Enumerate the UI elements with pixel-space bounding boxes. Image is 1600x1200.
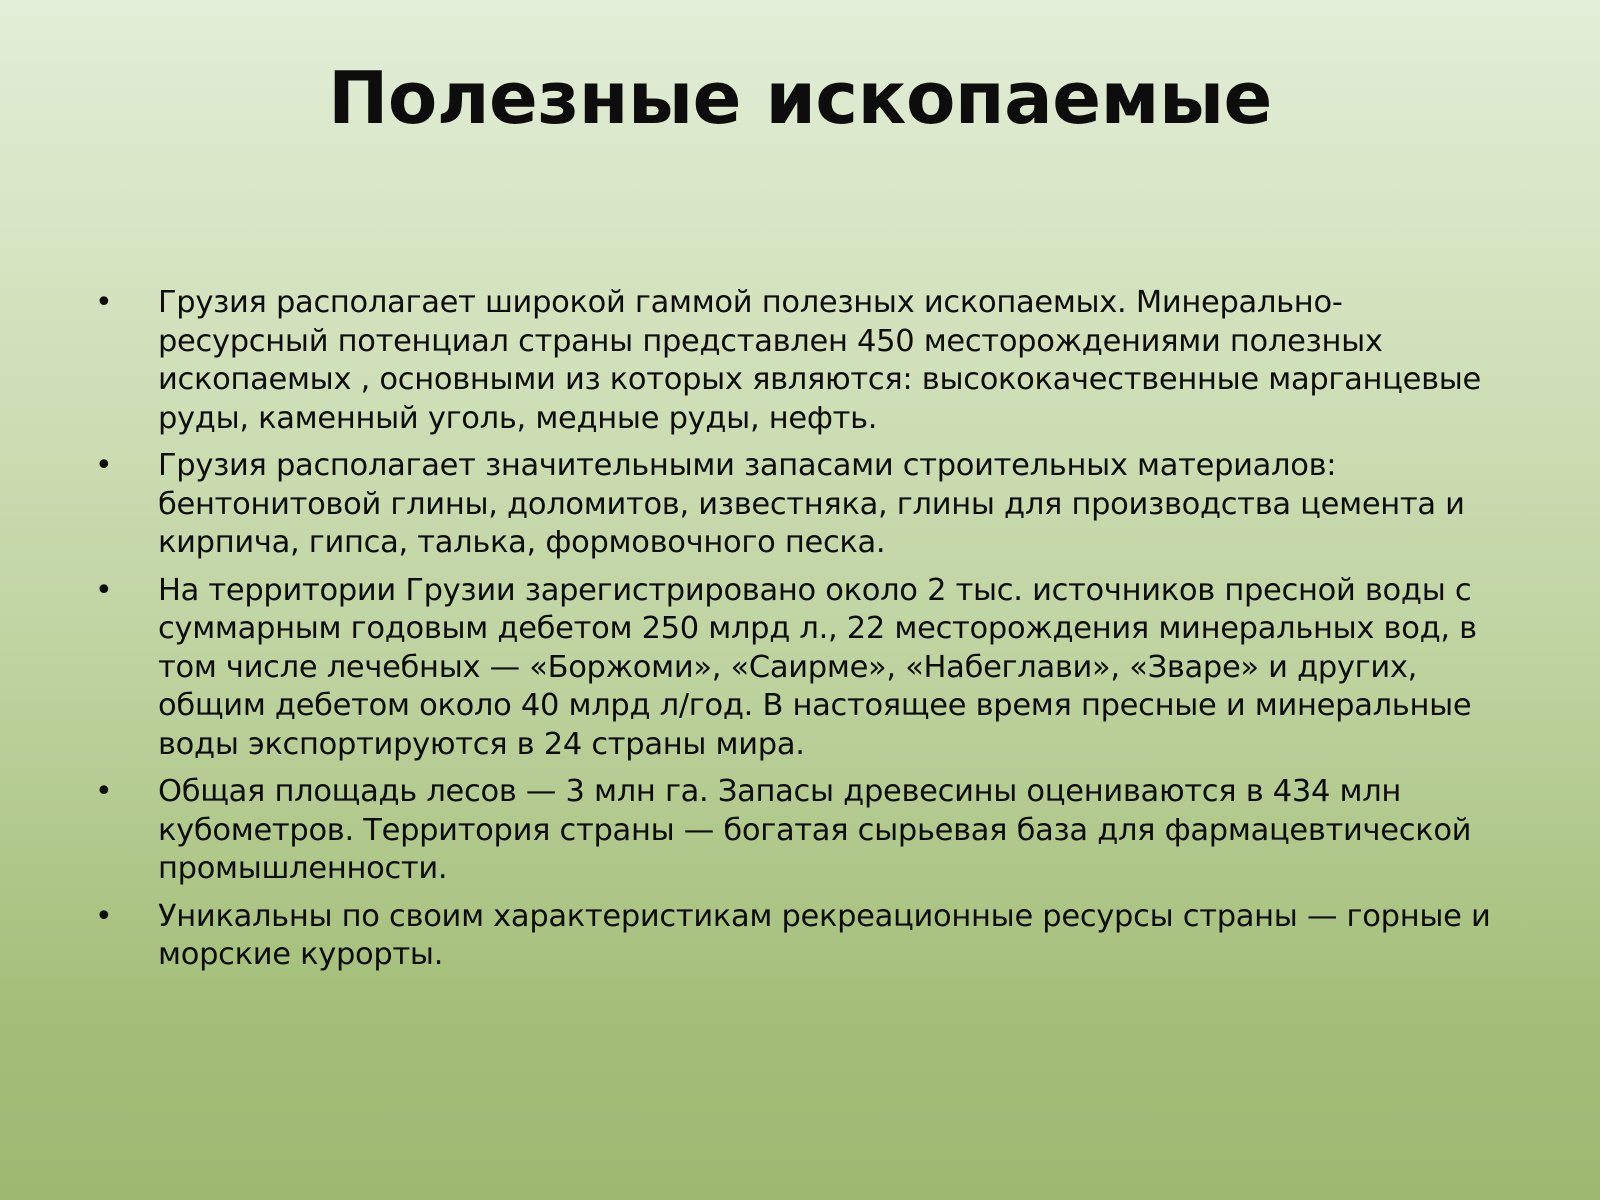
- bullet-icon: •: [95, 572, 113, 608]
- bullet-text: Уникальны по своим характеристикам рекреационные ресурсы страны — горные и морские курорты.: [158, 898, 1491, 972]
- bullet-icon: •: [95, 285, 113, 320]
- bullet-text: На территории Грузии зарегистрировано около 2 тыс. источников пресной воды с суммарным годовым дебетом 250 млрд л., 22 месторождения минеральных вод, в том числе лечебных — «Боржоми», «Саирме», «Набеглави», «Зваре» и других, общим дебетом около 40 млрд л/год. В настоящее время пресные и минеральные воды экспортируются в 24 страны мира.: [158, 572, 1477, 762]
- bullet-item-building-materials: [95, 447, 1495, 563]
- bullet-list: [95, 284, 1495, 984]
- bullet-item-minerals: [95, 284, 1495, 438]
- bullet-icon: •: [95, 898, 113, 934]
- bullet-text: Грузия располагает широкой гаммой полезных ископаемых. Минерально-ресурсный потенциал страны представлен 450 месторождениями полезных ископаемых , основными из которых являются: высококачественные марганцевые руды, каменный уголь, медные руды, нефть.: [158, 285, 1482, 436]
- bullet-icon: •: [95, 774, 113, 809]
- slide-title: Полезные ископаемые: [328, 56, 1272, 140]
- bullet-text: Грузия располагает значительными запасами строительных материалов: бентонитовой глины, доломитов, известняка, глины для производства цемента и кирпича, гипса, талька, формовочного песка.: [158, 448, 1465, 560]
- bullet-icon: •: [95, 448, 113, 483]
- bullet-item-water: [95, 572, 1495, 765]
- bullet-text: Общая площадь лесов — 3 млн га. Запасы древесины оцениваются в 434 млн кубометров. Территория страны — богатая сырьевая база для фармацевтической промышленности.: [158, 774, 1472, 886]
- bullet-item-forests: [95, 773, 1495, 889]
- bullet-item-recreation: [95, 898, 1495, 975]
